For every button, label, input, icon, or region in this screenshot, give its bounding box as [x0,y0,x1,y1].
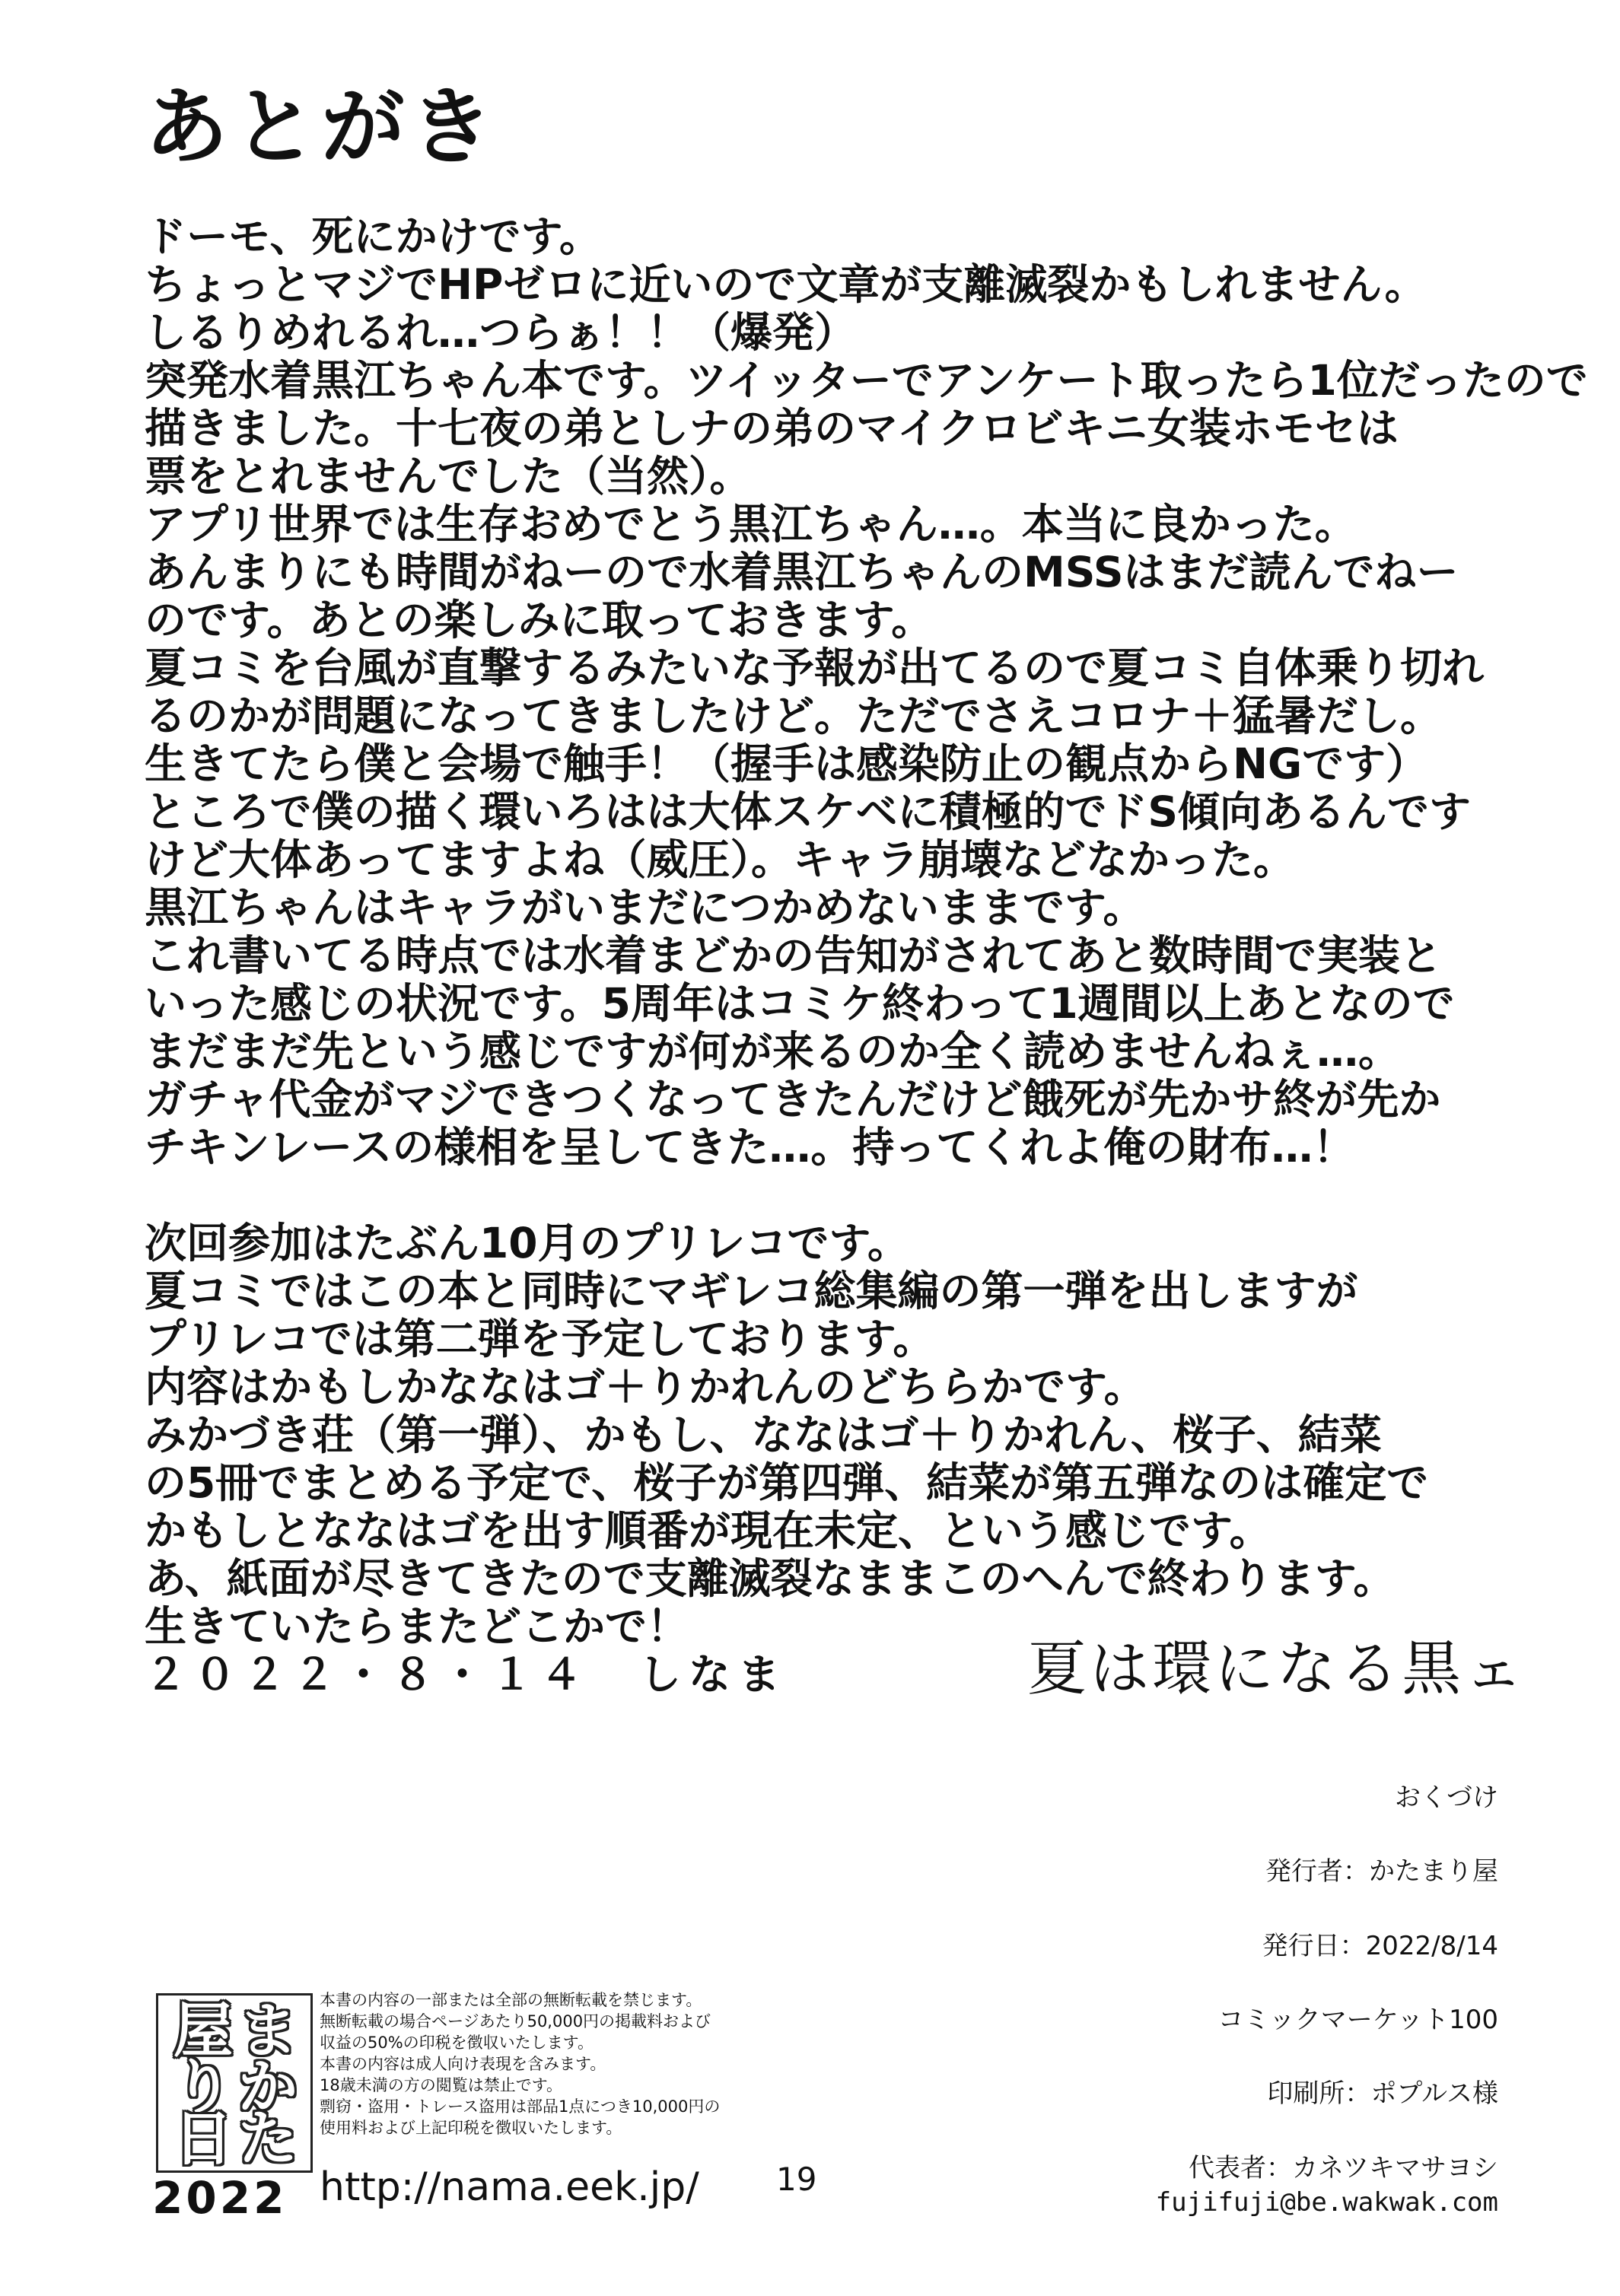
text-line: あんまりにも時間がねーので水着黒江ちゃんのMSSはまだ読んでねー [145,548,1459,596]
afterword-body [145,212,1588,1699]
text-line: ガチャ代金がマジできつくなってきたんだけど餓死が先かサ終が先か [145,1075,1441,1124]
logo-char: ま [238,1996,298,2065]
logo-char: 屋 [173,1996,234,2065]
logo-year: 2022 [152,2172,288,2224]
logo-char: た [238,2104,298,2174]
page-heading: あとがき [145,78,498,176]
text-line: アプリ世界では生存おめでとう黒江ちゃん…。本当に良かった。 [145,500,1357,549]
text-line: 夏コミではこの本と同時にマギレコ総集編の第一弾を出しますが [145,1267,1358,1315]
notice-line: 本書の内容は成人向け表現を含みます。 [320,2055,606,2073]
text-line: プリレコでは第二弾を予定しております。 [145,1315,935,1363]
text-line: ドーモ、死にかけです。 [145,212,602,261]
text-line: るのかが問題になってきましたけど。ただでさえコロナ＋猛暑だし。 [145,692,1443,740]
text-line: いった感じの状況です。5周年はコミケ終わって1週間以上あとなので [145,979,1455,1028]
text-line: 黒江ちゃんはキャラがいまだにつかめないままです。 [145,883,1145,932]
okuzuke-label: おくづけ [1395,1782,1498,1813]
logo-char: 日 [173,2104,234,2174]
text-line: のです。あとの楽しみに取っておきます。 [145,596,934,644]
text-line: 次回参加はたぶん10月のプリレコです。 [145,1219,909,1267]
notice-line: 18歳未満の方の閲覧は禁止です。 [320,2076,563,2094]
text-line: これ書いてる時点では水着まどかの告知がされてあと数時間で実装と [145,931,1443,980]
paragraph-1 [145,212,1588,1172]
text-line: 生きてたら僕と会場で触手！（握手は感染防止の観点からNGです） [145,739,1428,788]
website-url[interactable]: http://nama.eek.jp/ [320,2164,699,2210]
text-line: 描きました。十七夜の弟としナの弟のマイクロビキニ女装ホモセは [145,404,1399,453]
notice-line: 無断転載の場合ページあたり50,000円の掲載料および [320,2012,711,2030]
text-line: ちょっとマジでHPゼロに近いので文章が支離滅裂かもしれません。 [145,260,1427,309]
representative: 代表者：カネツキマサヨシ [1189,2153,1498,2183]
notice-line: 収益の50%の印税を徴収いたします。 [320,2034,594,2052]
text-line: 生きていたらまたどこかで！ [145,1602,689,1651]
text-line: 内容はかもしかななはゴ＋りかれんのどちらかです。 [145,1363,1146,1411]
text-line: の5冊でまとめる予定で、桜子が第四弾、結菜が第五弾なのは確定で [145,1458,1429,1507]
notice-line: 剽窃・盗用・トレース盗用は部品1点につき10,000円の [320,2097,721,2116]
signature-date: ２０２２・８・１４ しなま [145,1650,788,1699]
paragraph-2 [145,1220,1514,1651]
text-line: みかづき荘（第一弾）、かもし、ななはゴ＋りかれん、桜子、結菜 [145,1410,1382,1459]
notice-line: 使用料および上記印税を徴収いたします。 [320,2119,622,2137]
text-line: まだまだ先という感じですが何が来るのか全く読めませんねぇ…。 [145,1027,1401,1076]
text-line: ところで僕の描く環いろはは大体スケベに積極的でドS傾向あるんです [145,787,1471,836]
logo-char: か [238,2053,298,2122]
publish-date: 発行日：2022/8/14 [1262,1931,1498,1961]
logo-char: り [173,2053,234,2122]
paragraph-gap [145,1172,1514,1220]
notice-line: 本書の内容の一部または全部の無断転載を禁じます。 [320,1991,702,2009]
text-line: 突発水着黒江ちゃん本です。ツイッターでアンケート取ったら1位だったので [145,356,1588,405]
text-line: 夏コミを台風が直撃するみたいな予報が出てるので夏コミ自体乗り切れ [145,644,1485,692]
page-number: 19 [776,2161,817,2198]
copyright-notice [320,1989,746,2139]
text-line: かもしとななはゴを出す順番が現在未定、という感じです。 [145,1506,1271,1555]
text-line: しるりめれるれ…つらぁ！！（爆発） [145,308,857,357]
text-line: あ、紙面が尽きてきたので支離滅裂なままこのへんで終わります。 [145,1554,1396,1603]
text-line: けど大体あってますよね（威圧）。キャラ崩壊などなかった。 [145,835,1295,884]
text-line: チキンレースの様相を呈してきた…。持ってくれよ俺の財布…！ [145,1123,1355,1172]
publisher: 発行者：かたまり屋 [1265,1856,1498,1887]
book-title: 夏は環になる黒ェ [1027,1635,1527,1703]
event-name: コミックマーケット100 [1217,2005,1498,2035]
contact-email: fujifuji@be.wakwak.com [1155,2187,1498,2218]
printer: 印刷所：ポプルス様 [1267,2078,1498,2109]
circle-logo [156,1993,313,2173]
text-line: 票をとれませんでした（当然）。 [145,452,752,501]
